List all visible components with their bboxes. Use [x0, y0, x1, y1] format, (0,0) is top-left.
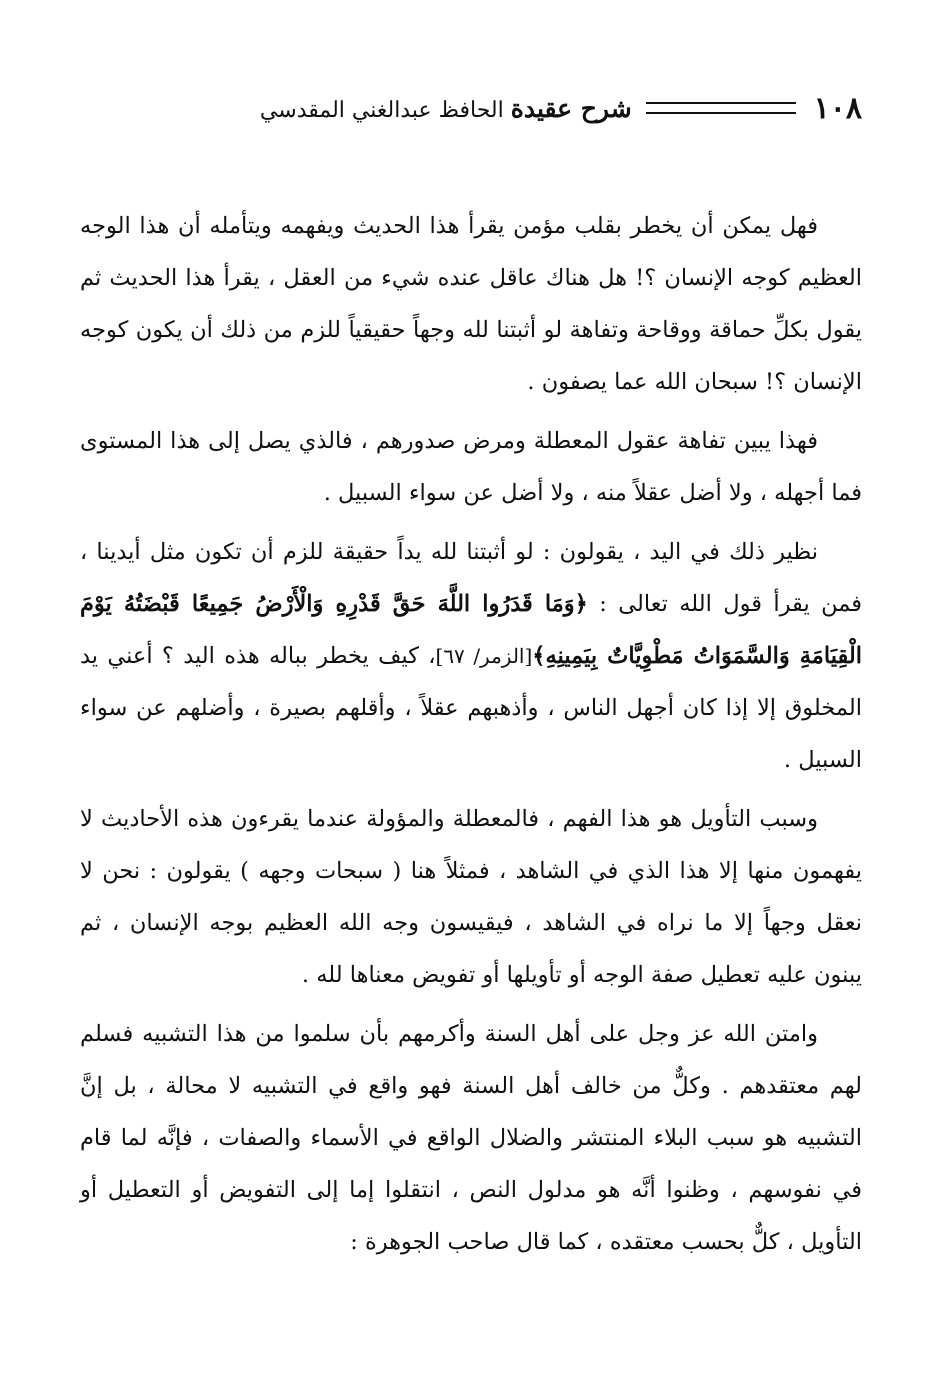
paragraph-2: فهذا يبين تفاهة عقول المعطلة ومرض صدورهم ، فالذي يصل إلى هذا المستوى فما أجهله ، ولا أضل عقلاً منه ، ولا أضل عن سواء السبيل .: [80, 428, 862, 506]
paragraph-3-rest: ، كيف يخطر بباله هذه اليد ؟ أعني يد المخلوق إلا إذا كان أجهل الناس ، وأذهبهم عقلاً ، وأقلهم بصيرة ، وأضلهم عن سواء السبيل .: [80, 643, 862, 773]
verse-reference: [الزمر/ ٦٧]: [435, 644, 533, 668]
body-text: [80, 200, 862, 1275]
book-title-bold: شرح عقيدة: [510, 93, 632, 123]
paragraph-3-intro: نظير ذلك في اليد ، يقولون : لو أثبتنا لله يداً حقيقة للزم أن تكون مثل أيدينا ، فمن يقرأ قول الله تعالى :: [80, 539, 862, 617]
paragraph-5: وامتن الله عز وجل على أهل السنة وأكرمهم بأن سلموا من هذا التشبيه فسلم لهم معتقدهم . وكلٌّ من خالف أهل السنة فهو واقع في التشبيه لا محالة ، بل إنَّ التشبيه هو سبب البلاء المنتشر والضلال الواقع في الأسماء والصفات ، فإنَّه لما قام في نفوسهم ، وظنوا أنَّه هو مدلول النص ، انتقلوا إما إلى التفويض أو التعطيل أو التأويل ، كلٌّ بحسب معتقده ، كما قال صاحب الجوهرة :: [80, 1021, 862, 1255]
quran-verse: ﴿وَمَا قَدَرُوا اللَّهَ حَقَّ قَدْرِهِ وَالْأَرْضُ جَمِيعًا قَبْضَتُهُ يَوْمَ الْقِيَامَةِ وَالسَّمَوَاتُ مَطْوِيَّاتٌ بِيَمِينِهِ﴾: [80, 591, 862, 669]
paragraph-4: وسبب التأويل هو هذا الفهم ، فالمعطلة والمؤولة عندما يقرءون هذه الأحاديث لا يفهمون منها إلا هذا الذي في الشاهد ، فمثلاً هنا ( سبحات وجهه ) يقولون : نحن لا نعقل وجهاً إلا ما نراه في الشاهد ، فيقيسون وجه الله العظيم بوجه الإنسان ، ثم يبنون عليه تعطيل صفة الوجه أو تأويلها أو تفويض معناها لله .: [80, 806, 862, 988]
book-title: [260, 94, 632, 123]
book-title-rest: الحافظ عبدالغني المقدسي: [259, 97, 504, 123]
header-double-rule: [646, 102, 796, 114]
page-number: ١٠٨: [813, 90, 862, 126]
paragraph-3: [80, 526, 862, 786]
running-header: [80, 86, 862, 130]
paragraph-1: فهل يمكن أن يخطر بقلب مؤمن يقرأ هذا الحديث ويفهمه ويتأمله أن هذا الوجه العظيم كوجه الإنسان ؟! هل هناك عاقل عنده شيء من العقل ، يقرأ هذا الحديث ثم يقول بكلِّ حماقة ووقاحة وتفاهة لو أثبتنا لله وجهاً حقيقياً للزم من ذلك أن يكون كوجه الإنسان ؟! سبحان الله عما يصفون .: [80, 213, 862, 395]
